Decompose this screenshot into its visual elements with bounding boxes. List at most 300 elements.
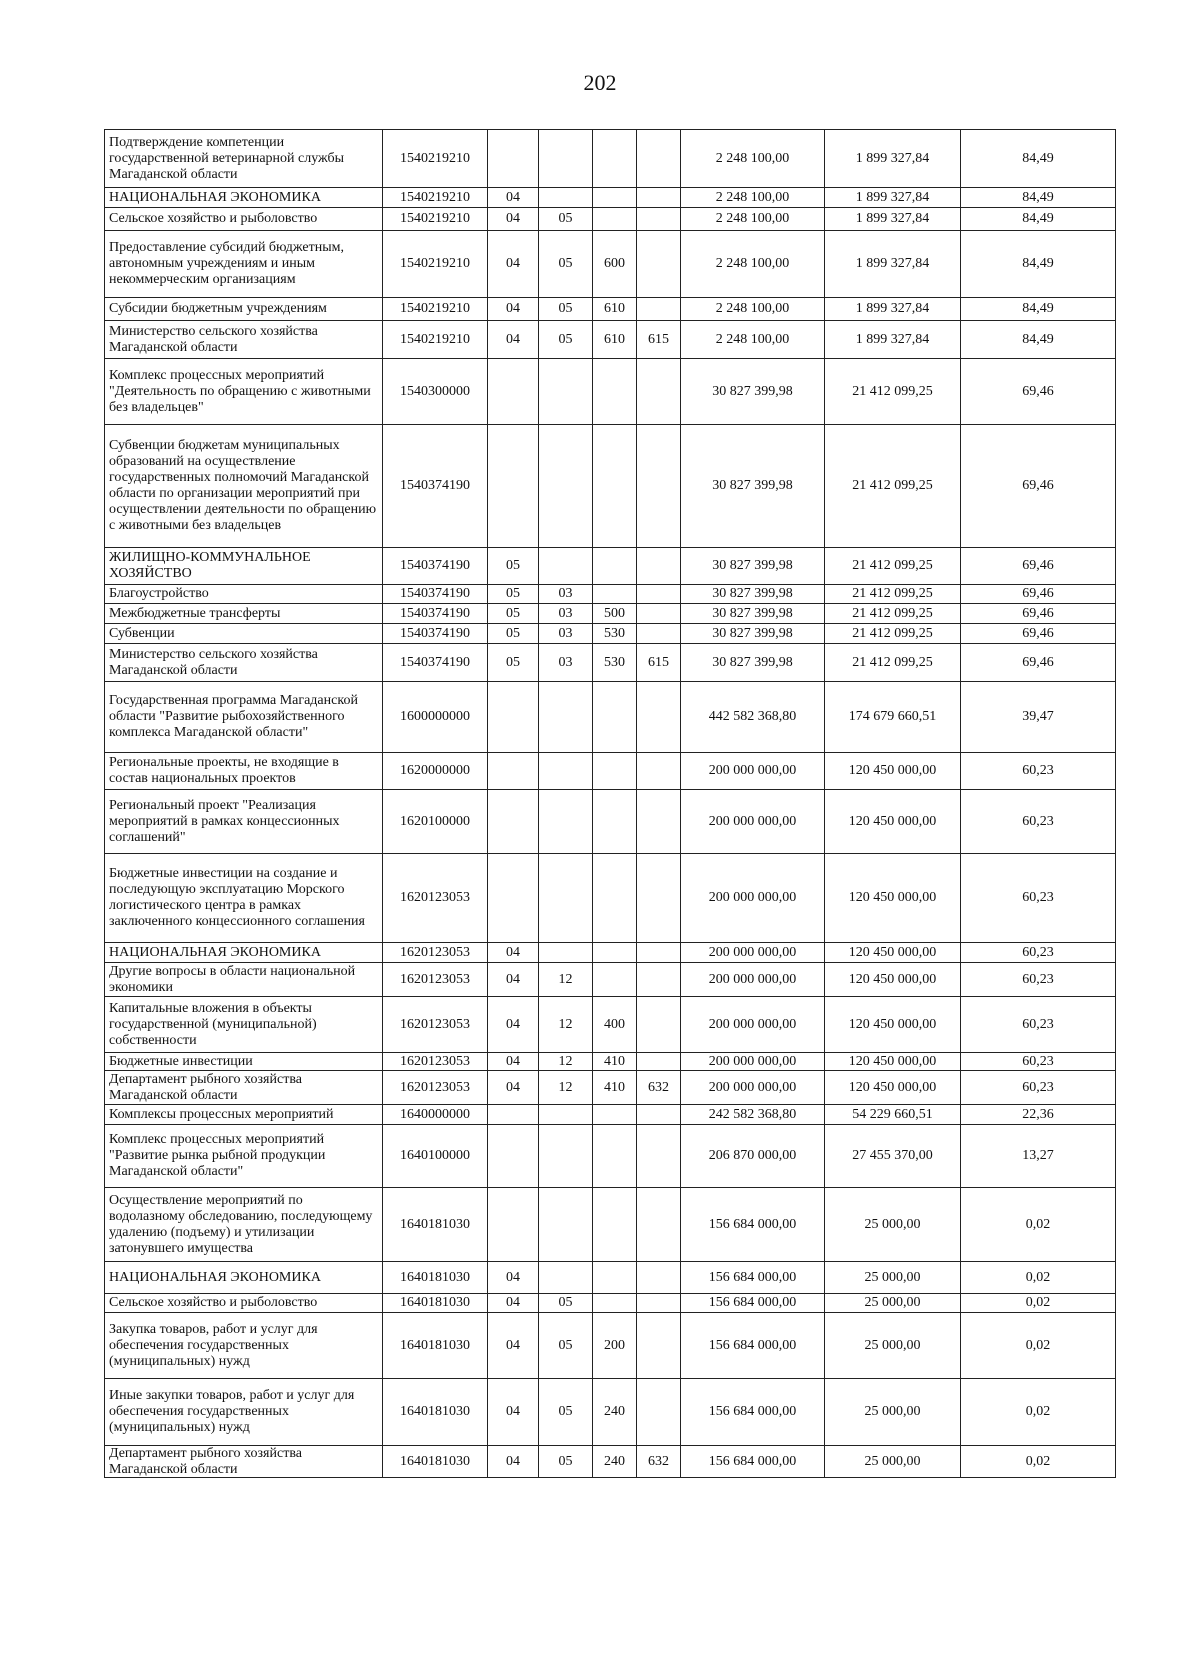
- expense-type-code-text: 530: [604, 654, 625, 670]
- row-name-text: Министерство сельского хозяйства Магаданской области: [109, 323, 318, 355]
- row-name-text: Сельское хозяйство и рыболовство: [109, 1295, 318, 1310]
- execution-percent: [960, 1294, 1116, 1312]
- executed-amount: [824, 604, 960, 623]
- administrator-code: [636, 1105, 680, 1124]
- section-code: [487, 1188, 538, 1261]
- row-name: [104, 231, 382, 297]
- subsection-code: [538, 188, 592, 207]
- row-name: [104, 1294, 382, 1312]
- execution-percent-text: 60,23: [1022, 1079, 1054, 1095]
- expense-type-code-text: 600: [604, 256, 625, 271]
- target-code: [382, 854, 487, 942]
- execution-percent-text: 39,47: [1022, 709, 1054, 724]
- target-code-text: 1620123053: [400, 944, 470, 960]
- administrator-code: [636, 1446, 680, 1477]
- target-code: [382, 790, 487, 853]
- row-name-text: Региональные проекты, не входящие в состав национальных проектов: [109, 755, 339, 786]
- expense-type-code: [592, 1294, 636, 1312]
- section-code-text: 04: [506, 1016, 520, 1032]
- expense-type-code: [592, 790, 636, 853]
- subsection-code: [538, 298, 592, 320]
- section-code-text: 04: [506, 1453, 520, 1469]
- target-code-text: 1540300000: [400, 383, 470, 399]
- execution-percent: [960, 854, 1116, 942]
- target-code-text: 1540374190: [400, 558, 470, 573]
- approved-amount: [680, 1379, 824, 1445]
- approved-amount-text: 30 827 399,98: [712, 654, 793, 670]
- execution-percent: [960, 548, 1116, 584]
- subsection-code-text: 05: [558, 1404, 573, 1419]
- table-row: [104, 1261, 1116, 1294]
- section-code: [487, 997, 538, 1052]
- execution-percent-text: 60,23: [1022, 944, 1054, 960]
- execution-percent-text: 84,49: [1022, 211, 1054, 226]
- section-code: [487, 1379, 538, 1445]
- execution-percent: [960, 1446, 1116, 1477]
- approved-amount-text: 156 684 000,00: [708, 1337, 797, 1353]
- target-code-text: 1640181030: [400, 1269, 470, 1285]
- expense-type-code: [592, 1379, 636, 1445]
- approved-amount-text: 30 827 399,98: [712, 605, 793, 621]
- subsection-code: [538, 1379, 592, 1445]
- administrator-code: [636, 753, 680, 789]
- administrator-code: [636, 1188, 680, 1261]
- expense-type-code: [592, 1071, 636, 1104]
- section-code-text: 05: [506, 654, 520, 670]
- subsection-code-text: 12: [558, 1053, 573, 1069]
- execution-percent: [960, 790, 1116, 853]
- expense-type-code: [592, 425, 636, 547]
- table-row: [104, 752, 1116, 790]
- subsection-code-text: 05: [558, 331, 573, 347]
- expense-type-code: [592, 231, 636, 297]
- execution-percent: [960, 604, 1116, 623]
- section-code: [487, 753, 538, 789]
- target-code-text: 1540219210: [400, 256, 470, 271]
- row-name: [104, 321, 382, 358]
- target-code: [382, 425, 487, 547]
- row-name: [104, 585, 382, 603]
- subsection-code: [538, 790, 592, 853]
- target-code: [382, 321, 487, 358]
- subsection-code: [538, 1125, 592, 1187]
- execution-percent-text: 60,23: [1022, 763, 1054, 778]
- executed-amount-text: 1 899 327,84: [855, 256, 930, 271]
- table-row: [104, 584, 1116, 604]
- row-name: [104, 1379, 382, 1445]
- execution-percent-text: 0,02: [1025, 1453, 1051, 1469]
- execution-percent-text: 84,49: [1022, 189, 1054, 205]
- approved-amount: [680, 1053, 824, 1070]
- approved-amount-text: 156 684 000,00: [708, 1295, 797, 1310]
- executed-amount: [824, 1105, 960, 1124]
- executed-amount: [824, 585, 960, 603]
- section-code-text: 04: [506, 211, 520, 226]
- table-row: [104, 789, 1116, 854]
- subsection-code: [538, 1262, 592, 1293]
- target-code-text: 1620000000: [400, 763, 470, 778]
- row-name: [104, 1313, 382, 1378]
- executed-amount-text: 54 229 660,51: [852, 1106, 933, 1122]
- table-row: [104, 297, 1116, 321]
- section-code: [487, 585, 538, 603]
- expense-type-code: [592, 298, 636, 320]
- execution-percent: [960, 298, 1116, 320]
- subsection-code-text: 12: [558, 1016, 573, 1032]
- section-code: [487, 130, 538, 187]
- section-code: [487, 1294, 538, 1312]
- target-code-text: 1540219210: [400, 301, 470, 316]
- executed-amount-text: 21 412 099,25: [852, 586, 933, 601]
- row-name: [104, 548, 382, 584]
- execution-percent: [960, 682, 1116, 752]
- section-code: [487, 604, 538, 623]
- row-name-text: НАЦИОНАЛЬНАЯ ЭКОНОМИКА: [109, 189, 321, 205]
- subsection-code: [538, 548, 592, 584]
- row-name-text: Комплекс процессных мероприятий "Развитие рынка рыбной продукции Магаданской области": [109, 1132, 326, 1179]
- expense-type-code: [592, 943, 636, 962]
- expense-type-code-text: 410: [604, 1053, 625, 1069]
- approved-amount: [680, 188, 824, 207]
- expense-type-code: [592, 548, 636, 584]
- expense-type-code: [592, 130, 636, 187]
- executed-amount-text: 1 899 327,84: [855, 189, 930, 205]
- subsection-code-text: 12: [558, 1079, 573, 1095]
- section-code-text: 04: [506, 1053, 520, 1069]
- expense-type-code: [592, 753, 636, 789]
- executed-amount-text: 120 450 000,00: [848, 944, 937, 960]
- executed-amount-text: 120 450 000,00: [848, 813, 937, 829]
- target-code: [382, 585, 487, 603]
- execution-percent-text: 84,49: [1022, 150, 1054, 166]
- section-code: [487, 1446, 538, 1477]
- target-code: [382, 682, 487, 752]
- target-code: [382, 997, 487, 1052]
- expense-type-code: [592, 624, 636, 643]
- section-code-text: 04: [506, 1269, 520, 1285]
- subsection-code-text: 03: [558, 654, 573, 670]
- table-row: [104, 1445, 1116, 1478]
- row-name: [104, 1446, 382, 1477]
- executed-amount-text: 25 000,00: [864, 1337, 921, 1353]
- target-code-text: 1540219210: [400, 189, 470, 205]
- row-name-text: Бюджетные инвестиции: [109, 1053, 253, 1069]
- execution-percent-text: 69,46: [1022, 586, 1054, 601]
- section-code: [487, 624, 538, 643]
- row-name: [104, 1071, 382, 1104]
- expense-type-code: [592, 208, 636, 230]
- row-name: [104, 790, 382, 853]
- section-code: [487, 790, 538, 853]
- administrator-code: [636, 682, 680, 752]
- approved-amount: [680, 298, 824, 320]
- administrator-code: [636, 298, 680, 320]
- approved-amount: [680, 963, 824, 996]
- subsection-code: [538, 130, 592, 187]
- row-name: [104, 943, 382, 962]
- administrator-code: [636, 943, 680, 962]
- approved-amount-text: 30 827 399,98: [712, 478, 793, 493]
- subsection-code: [538, 1105, 592, 1124]
- execution-percent: [960, 644, 1116, 681]
- approved-amount: [680, 425, 824, 547]
- target-code-text: 1620123053: [400, 1079, 470, 1095]
- subsection-code: [538, 1294, 592, 1312]
- administrator-code: [636, 1313, 680, 1378]
- approved-amount: [680, 943, 824, 962]
- subsection-code: [538, 359, 592, 424]
- row-name: [104, 1262, 382, 1293]
- execution-percent: [960, 359, 1116, 424]
- execution-percent: [960, 321, 1116, 358]
- execution-percent: [960, 1262, 1116, 1293]
- target-code: [382, 130, 487, 187]
- administrator-code-text: 615: [648, 331, 669, 347]
- table-row: [104, 853, 1116, 943]
- target-code: [382, 1294, 487, 1312]
- subsection-code-text: 12: [558, 971, 573, 987]
- row-name-text: Субсидии бюджетным учреждениям: [109, 301, 327, 316]
- subsection-code: [538, 1071, 592, 1104]
- row-name: [104, 425, 382, 547]
- table-row: [104, 207, 1116, 231]
- expense-type-code-text: 200: [604, 1337, 625, 1353]
- administrator-code: [636, 1379, 680, 1445]
- executed-amount-text: 25 000,00: [864, 1453, 921, 1469]
- row-name-text: Министерство сельского хозяйства Магаданской области: [109, 646, 318, 678]
- subsection-code: [538, 1446, 592, 1477]
- subsection-code-text: 03: [558, 625, 573, 641]
- row-name-text: Комплексы процессных мероприятий: [109, 1106, 334, 1122]
- executed-amount: [824, 624, 960, 643]
- executed-amount-text: 21 412 099,25: [852, 558, 933, 573]
- approved-amount: [680, 790, 824, 853]
- execution-percent-text: 69,46: [1022, 654, 1054, 670]
- executed-amount-text: 1 899 327,84: [855, 150, 930, 166]
- execution-percent-text: 0,02: [1025, 1295, 1051, 1310]
- target-code: [382, 298, 487, 320]
- row-name-text: Межбюджетные трансферты: [109, 605, 281, 621]
- target-code-text: 1540219210: [400, 331, 470, 347]
- subsection-code: [538, 208, 592, 230]
- row-name: [104, 1188, 382, 1261]
- approved-amount-text: 200 000 000,00: [708, 971, 797, 987]
- approved-amount-text: 200 000 000,00: [708, 1016, 797, 1032]
- executed-amount-text: 25 000,00: [864, 1269, 921, 1285]
- administrator-code: [636, 130, 680, 187]
- target-code-text: 1540374190: [400, 478, 470, 493]
- section-code-text: 04: [506, 256, 520, 271]
- page-number: 202: [583, 70, 617, 95]
- approved-amount-text: 200 000 000,00: [708, 1079, 797, 1095]
- approved-amount-text: 30 827 399,98: [712, 558, 793, 573]
- executed-amount: [824, 1294, 960, 1312]
- expense-type-code-text: 500: [604, 605, 625, 621]
- section-code-text: 05: [506, 558, 520, 573]
- section-code: [487, 644, 538, 681]
- section-code: [487, 1071, 538, 1104]
- executed-amount: [824, 425, 960, 547]
- subsection-code: [538, 682, 592, 752]
- row-name-text: Департамент рыбного хозяйства Магаданской области: [109, 1071, 302, 1103]
- table-row: [104, 320, 1116, 359]
- executed-amount-text: 21 412 099,25: [852, 625, 933, 641]
- target-code-text: 1620123053: [400, 890, 470, 905]
- approved-amount: [680, 208, 824, 230]
- section-code-text: 04: [506, 1337, 520, 1353]
- target-code: [382, 188, 487, 207]
- execution-percent: [960, 208, 1116, 230]
- table-row: [104, 962, 1116, 997]
- approved-amount: [680, 1446, 824, 1477]
- approved-amount-text: 200 000 000,00: [708, 890, 797, 905]
- administrator-code: [636, 1125, 680, 1187]
- execution-percent: [960, 1188, 1116, 1261]
- section-code: [487, 943, 538, 962]
- approved-amount: [680, 854, 824, 942]
- row-name: [104, 854, 382, 942]
- expense-type-code-text: 610: [604, 331, 625, 347]
- row-name: [104, 604, 382, 623]
- target-code: [382, 1105, 487, 1124]
- approved-amount-text: 206 870 000,00: [708, 1148, 797, 1163]
- row-name-text: Сельское хозяйство и рыболовство: [109, 211, 318, 226]
- target-code-text: 1640100000: [400, 1148, 470, 1163]
- approved-amount-text: 200 000 000,00: [708, 944, 797, 960]
- section-code-text: 05: [506, 586, 520, 601]
- subsection-code-text: 03: [558, 605, 573, 621]
- section-code: [487, 548, 538, 584]
- subsection-code-text: 05: [558, 1337, 573, 1353]
- approved-amount-text: 30 827 399,98: [712, 625, 793, 641]
- executed-amount: [824, 1188, 960, 1261]
- expense-type-code: [592, 682, 636, 752]
- expense-type-code: [592, 963, 636, 996]
- target-code-text: 1640181030: [400, 1453, 470, 1469]
- section-code: [487, 208, 538, 230]
- subsection-code: [538, 963, 592, 996]
- section-code: [487, 425, 538, 547]
- table-row: [104, 623, 1116, 644]
- approved-amount: [680, 604, 824, 623]
- row-name-text: Субвенции: [109, 625, 175, 641]
- subsection-code: [538, 943, 592, 962]
- section-code: [487, 1313, 538, 1378]
- target-code-text: 1540374190: [400, 605, 470, 621]
- section-code: [487, 359, 538, 424]
- execution-percent-text: 60,23: [1022, 890, 1054, 905]
- target-code: [382, 644, 487, 681]
- approved-amount-text: 2 248 100,00: [715, 331, 790, 347]
- approved-amount-text: 2 248 100,00: [715, 211, 790, 226]
- approved-amount-text: 2 248 100,00: [715, 256, 790, 271]
- expense-type-code-text: 240: [604, 1453, 625, 1469]
- table-row: [104, 603, 1116, 624]
- row-name: [104, 1053, 382, 1070]
- execution-percent: [960, 1105, 1116, 1124]
- section-code-text: 04: [506, 331, 520, 347]
- table-row: [104, 1187, 1116, 1262]
- subsection-code: [538, 753, 592, 789]
- executed-amount-text: 174 679 660,51: [848, 709, 937, 724]
- row-name-text: Департамент рыбного хозяйства Магаданской области: [109, 1446, 302, 1477]
- row-name: [104, 624, 382, 643]
- administrator-code: [636, 644, 680, 681]
- administrator-code: [636, 359, 680, 424]
- section-code-text: 04: [506, 1404, 520, 1419]
- execution-percent-text: 69,46: [1022, 383, 1054, 399]
- section-code: [487, 963, 538, 996]
- table-row: [104, 1312, 1116, 1379]
- approved-amount: [680, 624, 824, 643]
- executed-amount: [824, 1313, 960, 1378]
- administrator-code: [636, 963, 680, 996]
- section-code: [487, 1125, 538, 1187]
- executed-amount: [824, 208, 960, 230]
- executed-amount: [824, 359, 960, 424]
- target-code-text: 1600000000: [400, 709, 470, 724]
- table-row: [104, 424, 1116, 548]
- approved-amount: [680, 548, 824, 584]
- target-code: [382, 1071, 487, 1104]
- expense-type-code: [592, 854, 636, 942]
- section-code-text: 05: [506, 625, 520, 641]
- execution-percent-text: 13,27: [1022, 1148, 1054, 1163]
- section-code-text: 04: [506, 189, 520, 205]
- subsection-code-text: 05: [558, 301, 573, 316]
- execution-percent: [960, 753, 1116, 789]
- administrator-code: [636, 997, 680, 1052]
- subsection-code: [538, 997, 592, 1052]
- executed-amount-text: 21 412 099,25: [852, 478, 933, 493]
- administrator-code: [636, 624, 680, 643]
- approved-amount: [680, 1105, 824, 1124]
- administrator-code: [636, 548, 680, 584]
- approved-amount-text: 156 684 000,00: [708, 1216, 797, 1232]
- execution-percent-text: 60,23: [1022, 1016, 1054, 1032]
- target-code: [382, 548, 487, 584]
- approved-amount-text: 242 582 368,80: [708, 1106, 797, 1122]
- executed-amount: [824, 130, 960, 187]
- section-code-text: 04: [506, 301, 520, 316]
- execution-percent-text: 69,46: [1022, 625, 1054, 641]
- administrator-code: [636, 790, 680, 853]
- executed-amount-text: 120 450 000,00: [848, 1079, 937, 1095]
- row-name: [104, 208, 382, 230]
- row-name-text: Субвенции бюджетам муниципальных образований на осуществление государственных полномочий Магаданской области по организации мероприятий при осуществлении деятельности по обращению с животными без владельцев: [109, 438, 377, 533]
- target-code: [382, 1262, 487, 1293]
- expense-type-code: [592, 585, 636, 603]
- executed-amount-text: 21 412 099,25: [852, 605, 933, 621]
- row-name-text: НАЦИОНАЛЬНАЯ ЭКОНОМИКА: [109, 1269, 321, 1285]
- administrator-code-text: 632: [648, 1079, 669, 1095]
- row-name-text: Предоставление субсидий бюджетным, автономным учреждениям и иным некоммерческим организациям: [109, 240, 345, 287]
- row-name: [104, 753, 382, 789]
- row-name: [104, 963, 382, 996]
- expense-type-code: [592, 1262, 636, 1293]
- executed-amount: [824, 790, 960, 853]
- section-code: [487, 1262, 538, 1293]
- approved-amount: [680, 359, 824, 424]
- approved-amount: [680, 1125, 824, 1187]
- row-name: [104, 1125, 382, 1187]
- expense-type-code: [592, 1105, 636, 1124]
- executed-amount-text: 1 899 327,84: [855, 301, 930, 316]
- table-row: [104, 1124, 1116, 1188]
- target-code-text: 1540374190: [400, 586, 470, 601]
- executed-amount-text: 25 000,00: [864, 1295, 921, 1310]
- table-row: [104, 547, 1116, 585]
